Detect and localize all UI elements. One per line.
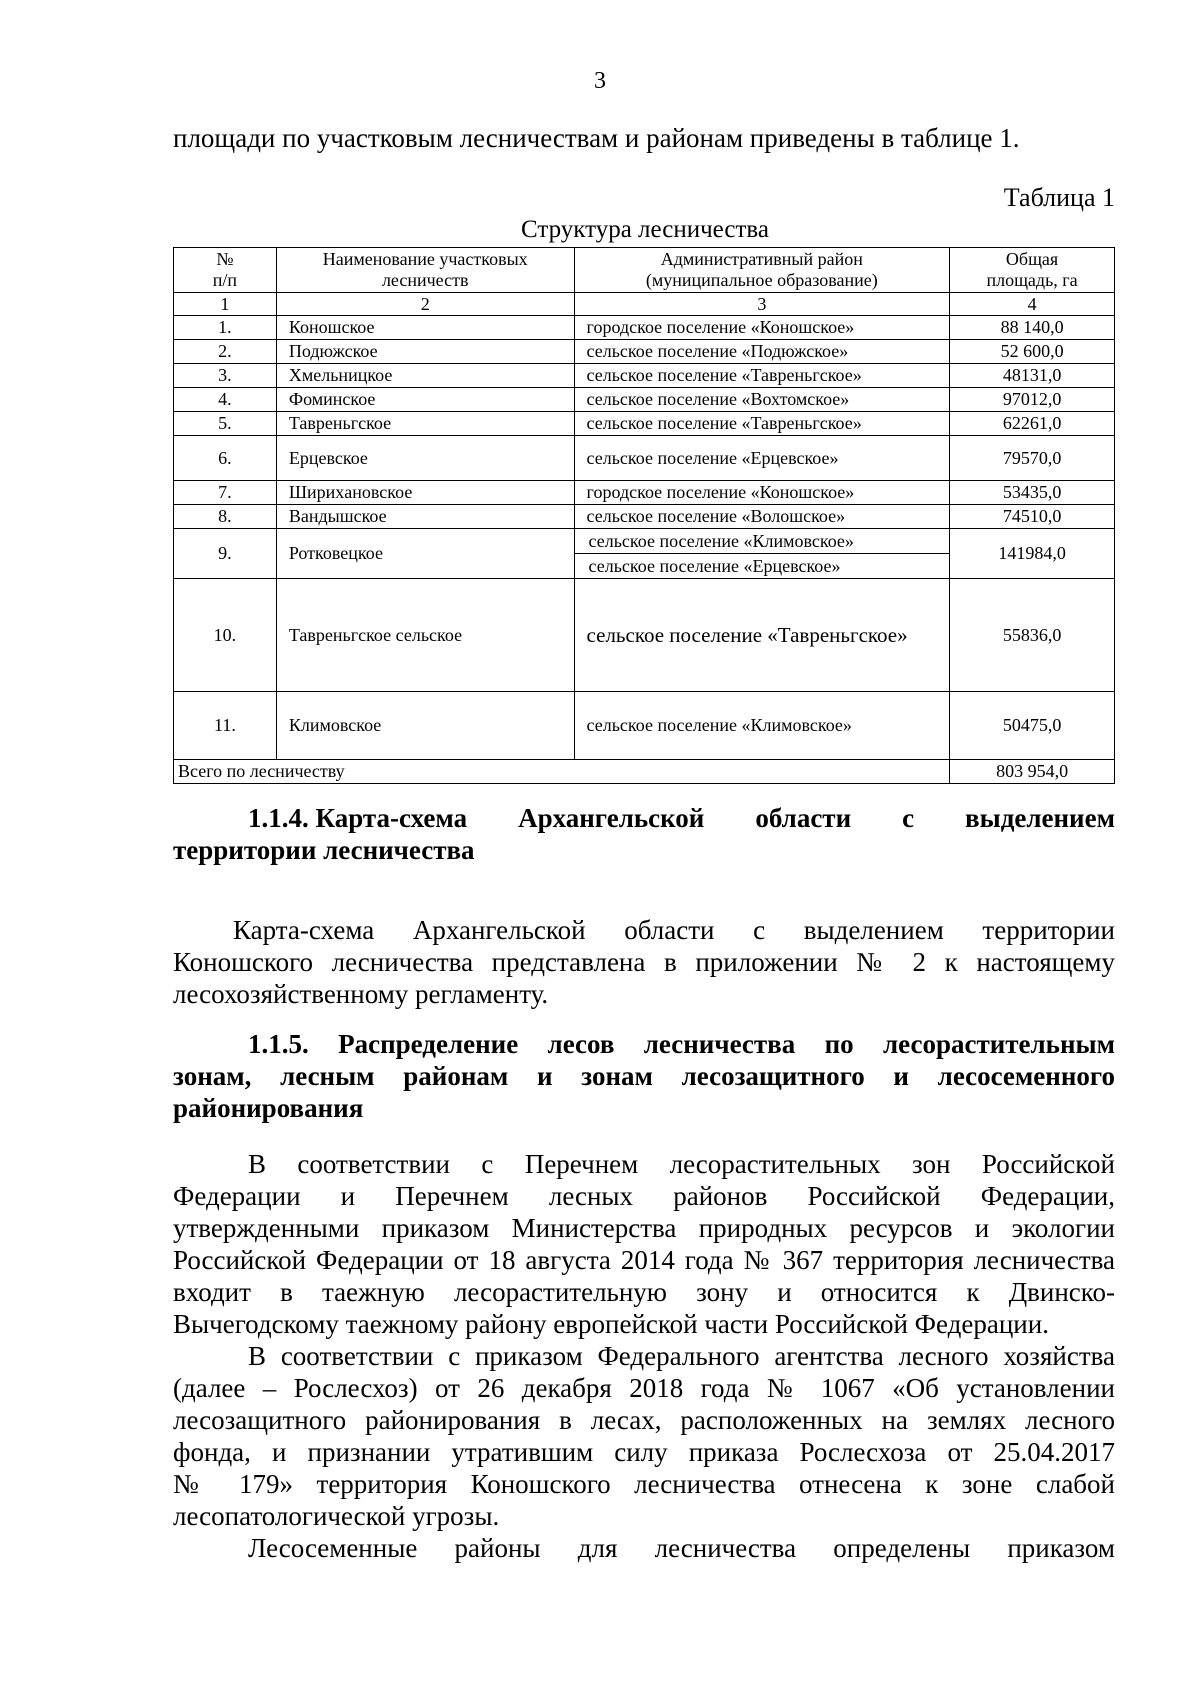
forestry-structure-table [173, 247, 1115, 784]
heading-line [173, 802, 1115, 834]
column-number-row [174, 293, 1115, 316]
table-row [174, 481, 1115, 505]
district-cell: сельское поселение «Ерцевское» [574, 436, 950, 481]
table-row [174, 692, 1115, 760]
section-115-paragraph-2 [173, 1340, 1115, 1532]
header-cell-area: Общая площадь, га [950, 248, 1115, 293]
section-115-paragraph-3 [173, 1532, 1115, 1564]
heading-word: 1.1.4. Карта-схема [248, 803, 468, 833]
section-114-body [173, 914, 1115, 1010]
row-number-cell: 4. [174, 388, 277, 412]
area-cell: 52 600,0 [950, 340, 1115, 364]
forestry-name-cell: Фоминское [276, 388, 574, 412]
text-line: лесопатологической угрозы. [173, 1501, 500, 1531]
total-area-cell: 803 954,0 [950, 760, 1115, 784]
district-cell: сельское поселение «Тавреньгское» [574, 579, 950, 692]
text-line: входит в таежную лесорастительную зону и относится к Двинско- [173, 1277, 1115, 1307]
row-number-cell: 11. [174, 692, 277, 760]
table-row [174, 505, 1115, 529]
table-label: Таблица 1 [1003, 183, 1115, 212]
district-cell [574, 529, 950, 579]
text-line: В соответствии с приказом Федерального агентства лесного хозяйства [248, 1341, 1115, 1371]
forestry-name-cell: Шириxановское [276, 481, 574, 505]
column-number: 2 [276, 293, 574, 316]
area-cell: 141984,0 [950, 529, 1115, 579]
area-cell: 53435,0 [950, 481, 1115, 505]
text-line: Российской Федерации от 18 августа 2014 года № 367 территория лесничества [173, 1245, 1115, 1275]
table-row [174, 579, 1115, 692]
forestry-name-cell: Климовское [276, 692, 574, 760]
page-number: 3 [594, 68, 606, 94]
text-line: Федерации и Перечнем лесных районов Российской Федерации, [173, 1181, 1115, 1211]
row-number-cell: 10. [174, 579, 277, 692]
area-cell: 79570,0 [950, 436, 1115, 481]
forestry-name-cell: Тавреньгское [276, 412, 574, 436]
section-115-paragraph-1 [173, 1148, 1115, 1340]
table-row [174, 316, 1115, 340]
row-number-cell: 7. [174, 481, 277, 505]
district-cell: городское поселение «Коношское» [574, 316, 950, 340]
table-row [174, 529, 1115, 579]
row-number-cell: 3. [174, 364, 277, 388]
table-row [174, 364, 1115, 388]
area-cell: 74510,0 [950, 505, 1115, 529]
header-cell-name: Наименование участковых лесничеств [276, 248, 574, 293]
area-cell: 97012,0 [950, 388, 1115, 412]
heading-word: области [755, 803, 852, 833]
district-entry: сельское поселение «Климовское» [575, 529, 950, 554]
section-114-heading [173, 802, 1115, 866]
area-cell: 62261,0 [950, 412, 1115, 436]
area-cell: 48131,0 [950, 364, 1115, 388]
district-cell: сельское поселение «Тавреньгское» [574, 364, 950, 388]
forestry-name-cell: Хмельницкое [276, 364, 574, 388]
district-cell: сельское поселение «Климовское» [574, 692, 950, 760]
text-line: лесохозяйственному регламенту. [173, 979, 549, 1009]
table-title: Структура лесничества [521, 216, 769, 243]
text-line: утвержденными приказом Министерства природных ресурсов и экологии [173, 1213, 1115, 1243]
heading-line: районирования [173, 1093, 364, 1123]
row-number-cell: 6. [174, 436, 277, 481]
forestry-name-cell: Ерцевское [276, 436, 574, 481]
table-row [174, 340, 1115, 364]
header-cell-number: № п/п [174, 248, 277, 293]
row-number-cell: 8. [174, 505, 277, 529]
heading-word: с [902, 803, 915, 833]
row-number-cell: 2. [174, 340, 277, 364]
row-number-cell: 1. [174, 316, 277, 340]
area-cell: 50475,0 [950, 692, 1115, 760]
text-line: Коношского лесничества представлена в приложении № 2 к настоящему [173, 947, 1115, 977]
column-number: 1 [174, 293, 277, 316]
column-number: 3 [574, 293, 950, 316]
text-line: (далее – Рослесхоз) от 26 декабря 2018 года № 1067 «Об установлении [173, 1373, 1115, 1403]
table-row [174, 388, 1115, 412]
text-line: Карта-схема Архангельской области с выделением территории [233, 915, 1115, 945]
intro-text: площади по участковым лесничествам и районам приведены в таблице 1. [173, 123, 1020, 153]
district-cell: сельское поселение «Подюжское» [574, 340, 950, 364]
section-115-heading [173, 1028, 1115, 1124]
table-row [174, 436, 1115, 481]
forestry-name-cell: Коношское [276, 316, 574, 340]
heading-word: выделением [965, 803, 1115, 833]
row-number-cell: 5. [174, 412, 277, 436]
table-row [174, 412, 1115, 436]
column-number: 4 [950, 293, 1115, 316]
text-line: лесозащитного районирования в лесах, расположенных на землях лесного [173, 1405, 1115, 1435]
forestry-name-cell: Подюжское [276, 340, 574, 364]
area-cell: 55836,0 [950, 579, 1115, 692]
district-cell: сельское поселение «Вохтомское» [574, 388, 950, 412]
text-line: Лесосеменные районы для лесничества определены приказом [248, 1533, 1115, 1563]
heading-line: территории лесничества [173, 835, 475, 865]
text-line: Вычегодскому таежному району европейской части Российской Федерации. [173, 1309, 1049, 1339]
district-entry: сельское поселение «Ерцевское» [588, 556, 841, 576]
district-cell: городское поселение «Коношское» [574, 481, 950, 505]
header-cell-district: Административный район (муниципальное образование) [574, 248, 950, 293]
forestry-name-cell: Вандышское [276, 505, 574, 529]
district-cell: сельское поселение «Волошское» [574, 505, 950, 529]
forestry-name-cell: Ротковецкое [276, 529, 574, 579]
text-line: № 179» территория Коношского лесничества отнесена к зоне слабой [173, 1469, 1115, 1499]
total-label-cell: Всего по лесничеству [174, 760, 950, 784]
text-line: фонда, и признании утратившим силу приказа Рослесхоза от 25.04.2017 [173, 1437, 1115, 1467]
area-cell: 88 140,0 [950, 316, 1115, 340]
heading-line: 1.1.5. Распределение лесов лесничества по лесорастительным [248, 1029, 1115, 1059]
forestry-name-cell: Тавреньгское сельское [276, 579, 574, 692]
district-cell: сельское поселение «Тавреньгское» [574, 412, 950, 436]
table-header-row [174, 248, 1115, 293]
heading-word: Архангельской [518, 803, 705, 833]
row-number-cell: 9. [174, 529, 277, 579]
text-line: В соответствии с Перечнем лесорастительных зон Российской [248, 1149, 1115, 1179]
table-total-row [174, 760, 1115, 784]
heading-line: зонам, лесным районам и зонам лесозащитного и лесосеменного [173, 1061, 1115, 1091]
